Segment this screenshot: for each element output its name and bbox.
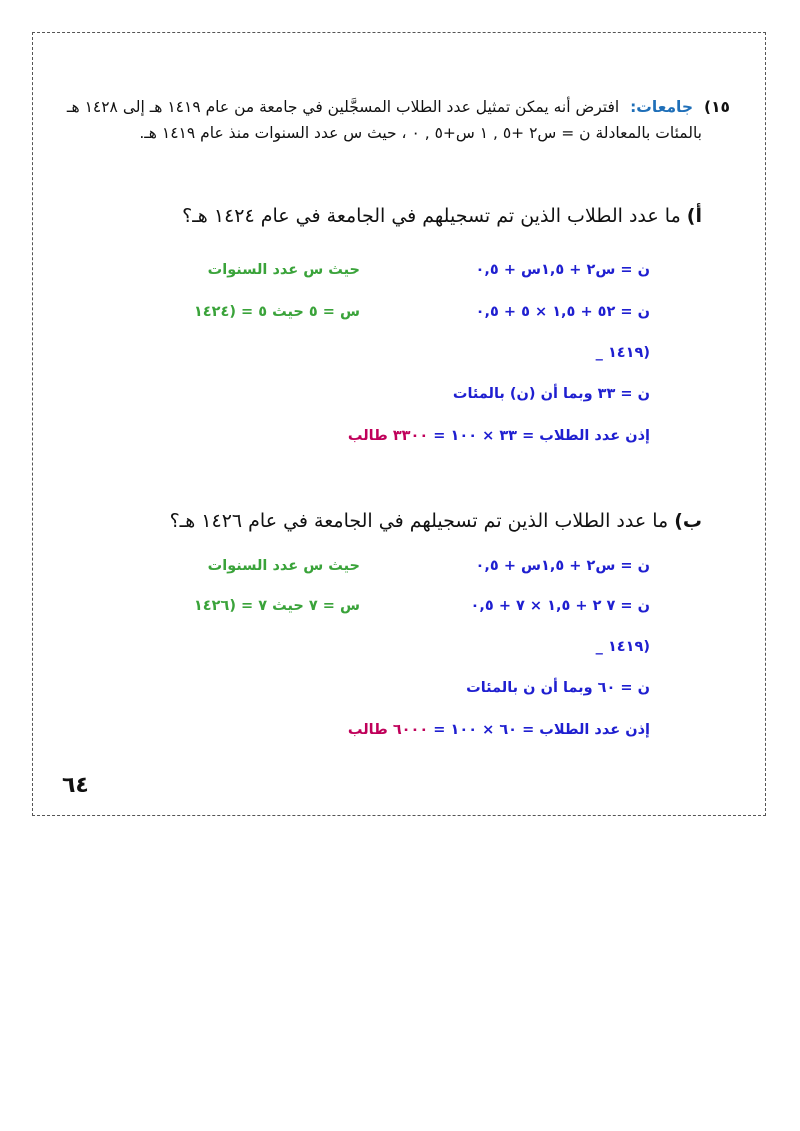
problem-text-1: افترض أنه يمكن تمثيل عدد الطلاب المسجَّلين في جامعة من عام ١٤١٩ هـ إلى ١٤٢٨ هـ <box>66 98 620 116</box>
a-result-value: ٣٣٠٠ طالب <box>347 428 429 444</box>
question-b-label: ب) <box>674 510 702 532</box>
a-equation-3: _ ١٤١٩) <box>595 345 650 361</box>
a-equation-2: ن = ٥٢ + ١,٥ × ٥ + ٠,٥ <box>475 304 650 320</box>
problem-topic: جامعات: <box>630 98 694 116</box>
b-equation-4: ن = ٦٠ وبما أن ن بالمئات <box>466 680 650 696</box>
b-note-2: س = ٧ حيث ٧ = (١٤٢٦ <box>193 598 360 614</box>
problem-number: ١٥) <box>703 98 730 116</box>
page-number: ٦٤ <box>62 773 89 798</box>
problem-statement <box>60 94 730 146</box>
b-result-value: ٦٠٠٠ طالب <box>347 722 429 738</box>
a-note-2: س = ٥ حيث ٥ = (١٤٢٤ <box>193 304 360 320</box>
page-border <box>32 32 766 816</box>
question-b <box>60 510 702 532</box>
problem-text-2: بالمئات بالمعادلة ن = س٢ +٥ , ١ س+٥ , ٠ ، حيث س عدد السنوات منذ عام ١٤١٩ هـ. <box>139 124 702 142</box>
b-result <box>348 722 650 738</box>
b-result-prefix: إذن عدد الطلاب = ٦٠ × ١٠٠ = <box>433 722 650 738</box>
a-equation-1: ن = س٢ + ١,٥س + ٠,٥ <box>475 262 650 278</box>
b-equation-1: ن = س٢ + ١,٥س + ٠,٥ <box>475 558 650 574</box>
b-equation-3: _ ١٤١٩) <box>595 639 650 655</box>
a-result <box>348 428 650 444</box>
b-equation-2: ن = ٧ ٢ + ١,٥ × ٧ + ٠,٥ <box>470 598 650 614</box>
problem-line-1 <box>60 94 730 120</box>
question-a-label: أ) <box>686 205 702 227</box>
question-b-text: ما عدد الطلاب الذين تم تسجيلهم في الجامعة في عام ١٤٢٦ هـ؟ <box>169 510 669 532</box>
a-result-prefix: إذن عدد الطلاب = ٣٣ × ١٠٠ = <box>433 428 650 444</box>
problem-line-2 <box>60 120 730 146</box>
a-note-1: حيث س عدد السنوات <box>207 262 360 278</box>
question-a-text: ما عدد الطلاب الذين تم تسجيلهم في الجامعة في عام ١٤٢٤ هـ؟ <box>182 205 681 227</box>
b-note-1: حيث س عدد السنوات <box>207 558 360 574</box>
question-a <box>60 205 702 227</box>
a-equation-4: ن = ٣٣ وبما أن (ن) بالمئات <box>452 386 650 402</box>
